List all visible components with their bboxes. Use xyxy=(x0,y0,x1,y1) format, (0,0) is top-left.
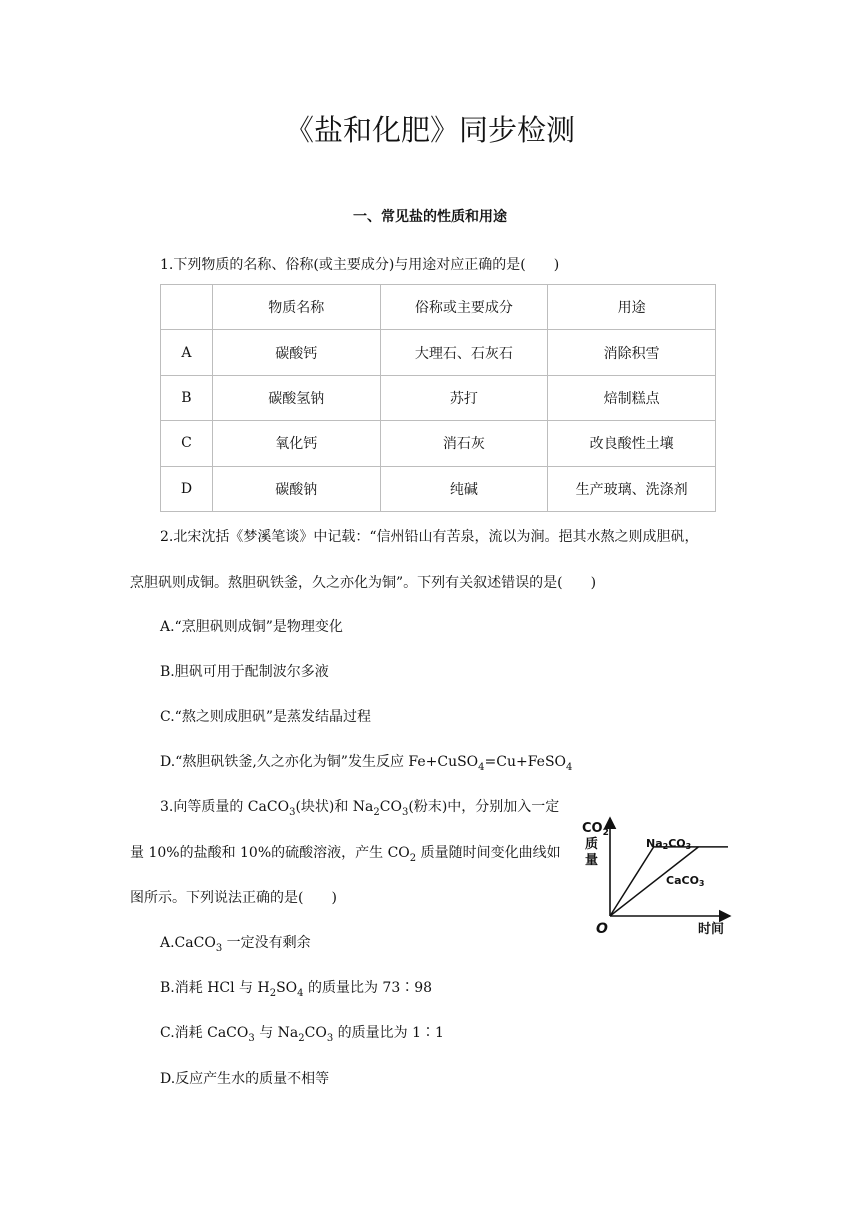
y-label-sub: 2 xyxy=(602,828,609,838)
table-cell: D xyxy=(161,466,213,511)
table-cell: 氧化钙 xyxy=(212,421,380,466)
subscript: 3 xyxy=(215,942,223,954)
table-cell: B xyxy=(161,375,213,420)
table-header-cell: 俗称或主要成分 xyxy=(380,285,548,330)
text-run: (粉末)中，分别加入一定 xyxy=(408,799,560,815)
page-title: 《盐和化肥》同步检测 xyxy=(284,113,575,147)
text-run: 与 Na xyxy=(254,1025,299,1041)
subscript: 3 xyxy=(402,806,409,818)
table-cell: 碳酸氢钠 xyxy=(212,375,380,420)
co2-mass-chart xyxy=(574,812,740,942)
subscript: 2 xyxy=(269,987,277,999)
question-3-option-d: D.反应产生水的质量不相等 xyxy=(160,1071,330,1087)
text-run: SO xyxy=(276,980,298,996)
text-run: CO xyxy=(379,799,402,815)
table-cell: 焙制糕点 xyxy=(548,375,716,420)
subscript: 3 xyxy=(326,1032,334,1044)
text-run: C.消耗 CaCO xyxy=(160,1025,249,1041)
table-header-cell: 物质名称 xyxy=(212,285,380,330)
question-2-stem-line-2: 烹胆矾则成铜。熬胆矾铁釜，久之亦化为铜”。下列有关叙述错误的是( ) xyxy=(130,575,597,591)
series-label-sub: 3 xyxy=(698,879,705,888)
subscript: 2 xyxy=(298,1032,305,1044)
table-cell: 苏打 xyxy=(380,375,548,420)
text-run: 3.向等质量的 CaCO xyxy=(160,799,290,815)
text-run: 一定没有剩余 xyxy=(222,935,311,951)
y-axis-label-char-2: 量 xyxy=(585,853,599,868)
text-run: D.“熬胆矾铁釜,久之亦化为铜”发生反应 Fe+CuSO xyxy=(160,754,479,770)
text-run: A.CaCO xyxy=(160,935,216,951)
table-cell: 碳酸钠 xyxy=(212,466,380,511)
question-3-stem-line-3: 图所示。下列说法正确的是( ) xyxy=(130,890,337,906)
x-axis-label: 时间 xyxy=(698,922,725,937)
question-2-option-b: B.胆矾可用于配制波尔多液 xyxy=(160,664,329,680)
table-cell: 生产玻璃、洗涤剂 xyxy=(548,466,716,511)
y-axis-label-char-1: 质 xyxy=(585,837,599,852)
question-2-option-a: A.“烹胆矾则成铜”是物理变化 xyxy=(160,619,343,635)
question-1-stem: 1.下列物质的名称、俗称(或主要成分)与用途对应正确的是( ) xyxy=(160,257,560,273)
table-cell: 碳酸钙 xyxy=(212,330,380,375)
question-3-option-b xyxy=(160,977,432,999)
y-axis-label xyxy=(582,821,609,838)
table-row xyxy=(161,466,716,511)
question-2-option-c: C.“熬之则成胆矾”是蒸发结晶过程 xyxy=(160,709,371,725)
subscript: 3 xyxy=(289,806,296,818)
series-label-sub: 3 xyxy=(685,842,692,851)
series-na2co3-label xyxy=(646,837,691,851)
table-header-cell: 用途 xyxy=(548,285,716,330)
table-cell: 消石灰 xyxy=(380,421,548,466)
text-run: (块状)和 Na xyxy=(295,799,374,815)
subscript: 2 xyxy=(373,806,380,818)
table-row xyxy=(161,375,716,420)
text-run: CO xyxy=(304,1025,327,1041)
text-run: B.消耗 HCl 与 H xyxy=(160,980,270,996)
series-caco3-label xyxy=(666,874,705,888)
question-3-stem-line-1 xyxy=(160,796,559,818)
text-run: 量 10%的盐酸和 10%的硫酸溶液，产生 CO xyxy=(130,845,410,861)
origin-label: O xyxy=(596,921,608,937)
text-run: =Cu+FeSO xyxy=(484,754,567,770)
question-1-table xyxy=(160,284,716,512)
series-label-part: CO xyxy=(668,837,686,850)
table-cell: 改良酸性土壤 xyxy=(548,421,716,466)
series-label-part: CaCO xyxy=(666,874,699,887)
table-cell: 纯碱 xyxy=(380,466,548,511)
question-3-option-c xyxy=(160,1022,444,1044)
subscript: 4 xyxy=(566,761,573,773)
section-heading: 一、常见盐的性质和用途 xyxy=(353,209,507,225)
series-label-sub: 2 xyxy=(662,842,669,851)
series-label-part: Na xyxy=(646,837,663,850)
y-label-main: CO xyxy=(582,821,603,836)
table-cell: C xyxy=(161,421,213,466)
table-row xyxy=(161,421,716,466)
table-header-cell xyxy=(161,285,213,330)
table-row xyxy=(161,330,716,375)
question-2-stem-line-1: 2.北宋沈括《梦溪笔谈》中记载：“信州铅山有苦泉，流以为涧。挹其水熬之则成胆矾， xyxy=(160,529,699,545)
text-run: 的质量比为 1∶1 xyxy=(333,1025,444,1041)
text-run: 的质量比为 73∶98 xyxy=(303,980,433,996)
subscript: 4 xyxy=(297,987,304,999)
subscript: 4 xyxy=(478,761,485,773)
question-3-stem-line-2 xyxy=(130,842,561,864)
question-3-option-a xyxy=(160,932,311,954)
table-cell: A xyxy=(161,330,213,375)
question-2-option-d xyxy=(160,751,572,773)
table-header-row xyxy=(161,285,716,330)
table-cell: 大理石、石灰石 xyxy=(380,330,548,375)
table-cell: 消除积雪 xyxy=(548,330,716,375)
subscript: 3 xyxy=(248,1032,255,1044)
subscript: 2 xyxy=(409,852,417,864)
text-run: 质量随时间变化曲线如 xyxy=(416,845,561,861)
